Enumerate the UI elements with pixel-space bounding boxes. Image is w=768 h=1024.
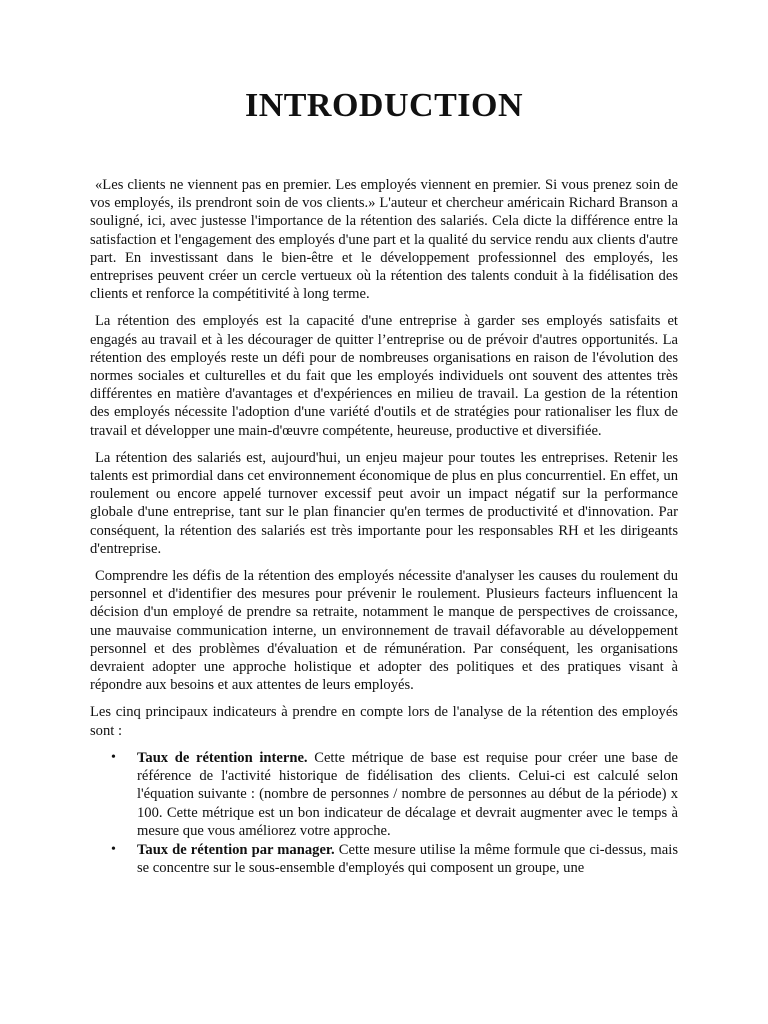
paragraph-definition: La rétention des employés est la capacité d'une entreprise à garder ses employés satisfaits et engagés au travail et à les décourager de quitter l’entreprise ou de prévoir d'autres opportunités. La rétention des employés reste un défi pour de nombreuses organisations en raison de l'évolution des normes sociales et culturelles et du fait que les employés individuels ont souvent des attentes très différentes en matière d'avantages et d'expériences en milieu de travail. La gestion de la rétention des employés nécessite l'adoption d'une variété d'outils et de stratégies pour rationaliser les flux de travail et développer une main-d'œuvre compétente, heureuse, productive et diversifiée. [90,313,678,439]
list-item [111,749,678,840]
indicators-list [90,749,678,877]
bullet-icon: • [111,841,116,857]
paragraph-quote: «Les clients ne viennent pas en premier. Les employés viennent en premier. Si vous prenez soin de vos employés, ils prendront soin de vos clients.» L'auteur et chercheur américain Richard Branson a souligné, ici, avec justesse l'importance de la rétention des salariés. Cela dicte la différence entre la satisfaction et l'engagement des employés d'une part et la qualité du service rendu aux clients d'autre part. En investissant dans le bien-être et le développement professionnel des employés, les entreprises peuvent créer un cercle vertueux où la rétention des talents conduit à la fidélisation des clients et renforce la compétitivité à long terme. [90,177,678,303]
paragraph-indicators-intro: Les cinq principaux indicateurs à prendre en compte lors de l'analyse de la rétention des employés sont : [90,704,678,739]
indicator-lead: Taux de rétention interne. [137,749,308,766]
list-item [111,841,678,877]
document-body [90,176,678,877]
indicator-text: Cette métrique de base est requise pour créer une base de référence de l'activité historique de fidélisation des clients. Celui-ci est calculé selon l'équation suivante : (nombre de personnes / nombre de personnes au début de la période) x 100. Cette métrique est un bon indicateur de décalage et devrait augmenter avec le temps à mesure que vous améliorez votre approche. [137,749,678,839]
paragraph-stakes: La rétention des salariés est, aujourd'hui, un enjeu majeur pour toutes les entreprises. Retenir les talents est primordial dans cet environnement économique de plus en plus concurrentiel. En effet, un roulement ou encore appelé turnover excessif peut avoir un impact négatif sur la performance globale d'une entreprise, tant sur le plan financier qu'en termes de productivité et d'innovation. Par conséquent, la rétention des salariés est très importante pour les responsables RH et les dirigeants d'entreprise. [90,449,678,557]
page-title: INTRODUCTION [244,87,524,124]
indicator-text: Cette mesure utilise la même formule que ci-dessus, mais se concentre sur le sous-ensemble d'employés qui composent un groupe, une [137,841,678,877]
indicator-lead: Taux de rétention par manager. [137,841,335,858]
document-page [90,0,678,1024]
bullet-icon: • [111,749,116,765]
paragraph-challenges: Comprendre les défis de la rétention des employés nécessite d'analyser les causes du roulement du personnel et d'identifier des mesures pour prévenir le roulement. Plusieurs facteurs influencent la décision d'un employé de prendre sa retraite, notamment le manque de perspectives de croissance, une mauvaise communication interne, un environnement de travail défavorable au développement personnel et des problèmes d'évaluation et de rémunération. Par conséquent, les organisations devraient adopter une approche holistique et adopter des politiques et des pratiques visant à répondre aux besoins et aux attentes de leurs employés. [90,568,678,694]
